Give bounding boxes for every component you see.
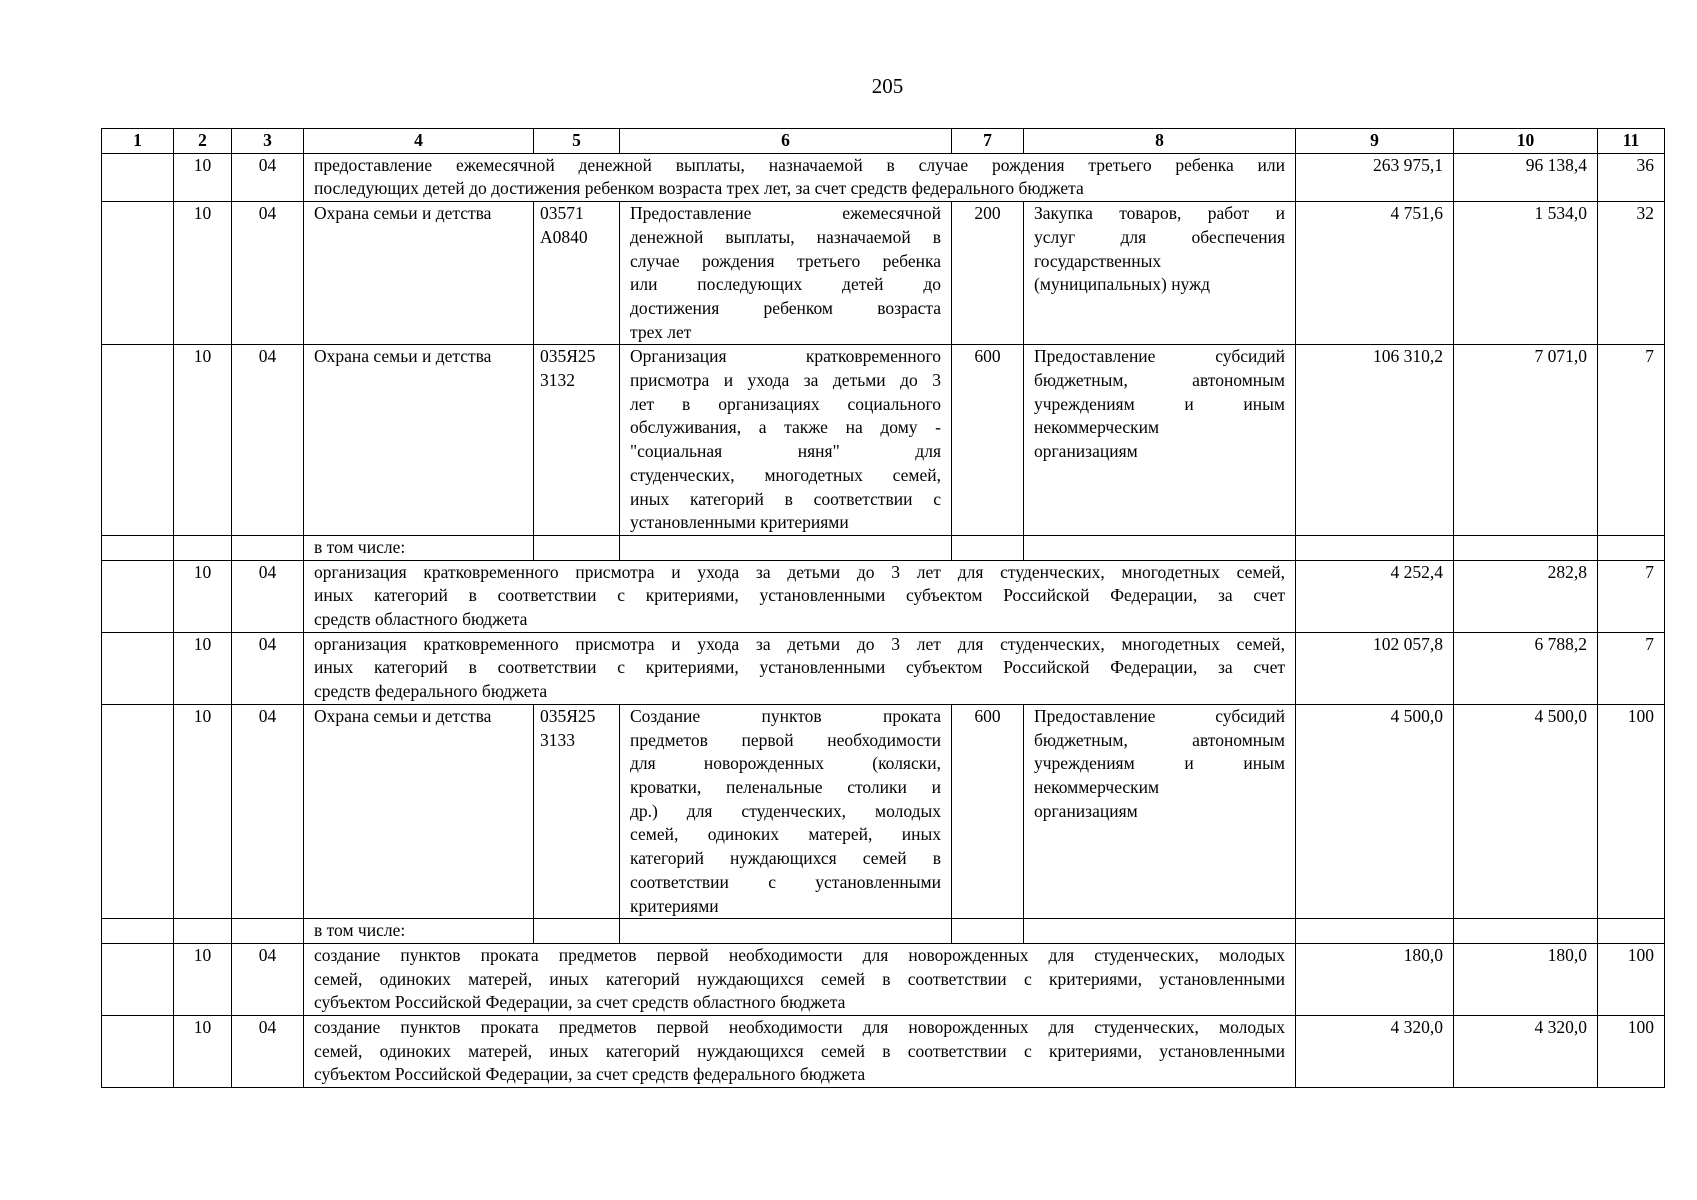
cell-col1 [102,535,174,560]
budget-table [101,128,1665,1088]
table-row [102,1016,1665,1088]
page-number: 205 [871,74,904,98]
cell-col7 [952,535,1024,560]
cell-target-code [534,704,620,918]
cell-subsection: 04 [232,202,304,345]
text-line: студенческих, многодетных семей, [630,464,941,485]
text-line: трех лет [630,321,692,342]
cell-expense-type-name [1024,704,1296,918]
column-header-10: 10 [1454,129,1598,154]
cell-plan-amount: 4 500,0 [1296,704,1454,918]
text-line: средств федерального бюджета [314,681,548,702]
cell-section: 10 [174,704,232,918]
text-line: Создание пунктов проката [630,705,941,726]
text-line: государственных [1034,250,1162,271]
text-line: организация кратковременного присмотра и ухода за детьми до 3 лет для студенческих, многодетных семей, [314,633,1285,654]
cell-actual-amount: 6 788,2 [1454,632,1598,704]
table-row [102,560,1665,632]
cell-subsection: 04 [232,345,304,536]
cell-col3 [232,919,304,944]
text-line: лет в организациях социального [630,393,941,414]
column-header-11: 11 [1598,129,1665,154]
table-row [102,345,1665,536]
cell-expense-type: 200 [952,202,1024,345]
cell-plan-amount: 4 320,0 [1296,1016,1454,1088]
text-line: денежной выплаты, назначаемой в [630,226,941,247]
column-header-6: 6 [620,129,952,154]
cell-col3 [232,535,304,560]
text-line: Предоставление субсидий [1034,346,1285,367]
cell-percent: 36 [1598,153,1665,201]
cell-expense-description [620,202,952,345]
cell-col9 [1296,535,1454,560]
cell-col5 [534,919,620,944]
cell-section: 10 [174,632,232,704]
cell-section: 10 [174,153,232,201]
cell-subsection: 04 [232,1016,304,1088]
text-line: услуг для обеспечения [1034,226,1285,247]
table-row [102,632,1665,704]
cell-col1 [102,919,174,944]
cell-col1 [102,943,174,1015]
column-header-5: 5 [534,129,620,154]
cell-actual-amount: 4 320,0 [1454,1016,1598,1088]
cell-col1 [102,153,174,201]
cell-col1 [102,345,174,536]
table-row [102,919,1665,944]
text-line: субъектом Российской Федерации, за счет средств областного бюджета [314,992,846,1013]
text-line: организация кратковременного присмотра и ухода за детьми до 3 лет для студенческих, многодетных семей, [314,561,1285,582]
cell-program-name: Охрана семьи и детства [304,704,534,918]
text-line: иных категорий в соответствии с критериями, установленными субъектом Российской Федерации, за счет [314,657,1285,678]
cell-col8 [1024,919,1296,944]
text-line: случае рождения третьего ребенка [630,250,941,271]
cell-actual-amount: 7 071,0 [1454,345,1598,536]
text-line: бюджетным, автономным [1034,729,1285,750]
cell-col1 [102,560,174,632]
cell-description-span [304,632,1296,704]
cell-expense-description [620,345,952,536]
text-line: некоммерческим [1034,776,1160,797]
cell-plan-amount: 106 310,2 [1296,345,1454,536]
cell-col11 [1598,919,1665,944]
cell-col7 [952,919,1024,944]
column-header-7: 7 [952,129,1024,154]
cell-actual-amount: 180,0 [1454,943,1598,1015]
table-row [102,943,1665,1015]
cell-target-code [534,202,620,345]
cell-actual-amount: 282,8 [1454,560,1598,632]
cell-col1 [102,1016,174,1088]
cell-description-span [304,560,1296,632]
cell-expense-description [620,704,952,918]
cell-col5 [534,535,620,560]
text-line: иных категорий в соответствии с критериями, установленными субъектом Российской Федерации, за счет [314,585,1285,606]
cell-description-span [304,943,1296,1015]
text-line: семей, одиноких матерей, иных категорий нуждающихся семей в соответствии с критериями, установленными [314,1040,1285,1061]
cell-col10 [1454,535,1598,560]
text-line: организациям [1034,441,1138,462]
text-line: соответствии с установленными [630,871,941,892]
text-line: учреждениям и иным [1034,393,1285,414]
cell-subsection: 04 [232,153,304,201]
cell-section: 10 [174,345,232,536]
cell-section: 10 [174,943,232,1015]
cell-col1 [102,632,174,704]
cell-col1 [102,202,174,345]
text-line: обслуживания, а также на дому - [630,417,941,438]
cell-plan-amount: 180,0 [1296,943,1454,1015]
cell-plan-amount: 4 252,4 [1296,560,1454,632]
column-header-3: 3 [232,129,304,154]
cell-plan-amount: 4 751,6 [1296,202,1454,345]
cell-percent: 7 [1598,560,1665,632]
text-line: присмотра и ухода за детьми до 3 [630,370,941,391]
text-line: др.) для студенческих, молодых [630,800,941,821]
cell-col2 [174,535,232,560]
column-header-4: 4 [304,129,534,154]
cell-col11 [1598,535,1665,560]
cell-percent: 7 [1598,345,1665,536]
text-line: Закупка товаров, работ и [1034,203,1285,224]
cell-col6 [620,535,952,560]
text-line: организациям [1034,800,1138,821]
column-header-8: 8 [1024,129,1296,154]
cell-section: 10 [174,202,232,345]
text-line: предоставление ежемесячной денежной выплаты, назначаемой в случае рождения третьего ребенка или [314,154,1285,175]
cell-percent: 7 [1598,632,1665,704]
text-line: (муниципальных) нужд [1034,274,1211,295]
cell-description-span [304,1016,1296,1088]
cell-plan-amount: 263 975,1 [1296,153,1454,201]
text-line: средств областного бюджета [314,609,528,630]
table-header-row [102,129,1665,154]
cell-actual-amount: 1 534,0 [1454,202,1598,345]
cell-percent: 32 [1598,202,1665,345]
cell-col2 [174,919,232,944]
cell-subsection: 04 [232,560,304,632]
text-line: критериями [630,895,719,916]
cell-plan-amount: 102 057,8 [1296,632,1454,704]
text-line: семей, одиноких матерей, иных [630,824,941,845]
cell-expense-type-name [1024,202,1296,345]
cell-col1 [102,704,174,918]
text-line: для новорожденных (коляски, [630,753,941,774]
cell-section: 10 [174,560,232,632]
text-line: субъектом Российской Федерации, за счет средств федерального бюджета [314,1064,866,1085]
cell-col10 [1454,919,1598,944]
text-line: кроватки, пеленальные столики и [630,776,941,797]
text-line: или последующих детей до [630,274,941,295]
column-header-2: 2 [174,129,232,154]
text-line: создание пунктов проката предметов первой необходимости для новорожденных для студенческих, молодых [314,1017,1285,1038]
text-line: учреждениям и иным [1034,753,1285,774]
table-row [102,153,1665,201]
text-line: 3132 [540,370,575,391]
text-line: "социальная няня" для [630,441,941,462]
cell-percent: 100 [1598,943,1665,1015]
cell-program-name: Охрана семьи и детства [304,202,534,345]
table-row [102,704,1665,918]
cell-subsection: 04 [232,704,304,918]
cell-col9 [1296,919,1454,944]
cell-including-label: в том числе: [304,535,534,560]
text-line: создание пунктов проката предметов первой необходимости для новорожденных для студенческих, молодых [314,944,1285,965]
cell-including-label: в том числе: [304,919,534,944]
text-line: установленными критериями [630,512,849,533]
cell-target-code [534,345,620,536]
cell-program-name: Охрана семьи и детства [304,345,534,536]
text-line: последующих детей до достижения ребенком возраста трех лет, за счет средств федерального бюджета [314,178,1084,199]
text-line: А0840 [540,226,588,247]
column-header-9: 9 [1296,129,1454,154]
text-line: семей, одиноких матерей, иных категорий нуждающихся семей в соответствии с критериями, установленными [314,968,1285,989]
cell-col8 [1024,535,1296,560]
text-line: Организация кратковременного [630,346,941,367]
text-line: бюджетным, автономным [1034,370,1285,391]
text-line: 3133 [540,729,575,750]
text-line: иных категорий в соответствии с [630,488,941,509]
cell-expense-type: 600 [952,345,1024,536]
cell-col6 [620,919,952,944]
cell-actual-amount: 4 500,0 [1454,704,1598,918]
column-header-1: 1 [102,129,174,154]
cell-percent: 100 [1598,704,1665,918]
table-row [102,202,1665,345]
text-line: 035Я25 [540,705,596,726]
cell-expense-type-name [1024,345,1296,536]
cell-subsection: 04 [232,943,304,1015]
cell-expense-type: 600 [952,704,1024,918]
cell-subsection: 04 [232,632,304,704]
cell-percent: 100 [1598,1016,1665,1088]
cell-actual-amount: 96 138,4 [1454,153,1598,201]
cell-section: 10 [174,1016,232,1088]
text-line: Предоставление субсидий [1034,705,1285,726]
table-row [102,535,1665,560]
text-line: достижения ребенком возраста [630,297,941,318]
text-line: 03571 [540,203,584,224]
text-line: предметов первой необходимости [630,729,941,750]
text-line: некоммерческим [1034,417,1160,438]
cell-description-span [304,153,1296,201]
text-line: Предоставление ежемесячной [630,203,941,224]
text-line: 035Я25 [540,346,596,367]
text-line: категорий нуждающихся семей в [630,848,941,869]
